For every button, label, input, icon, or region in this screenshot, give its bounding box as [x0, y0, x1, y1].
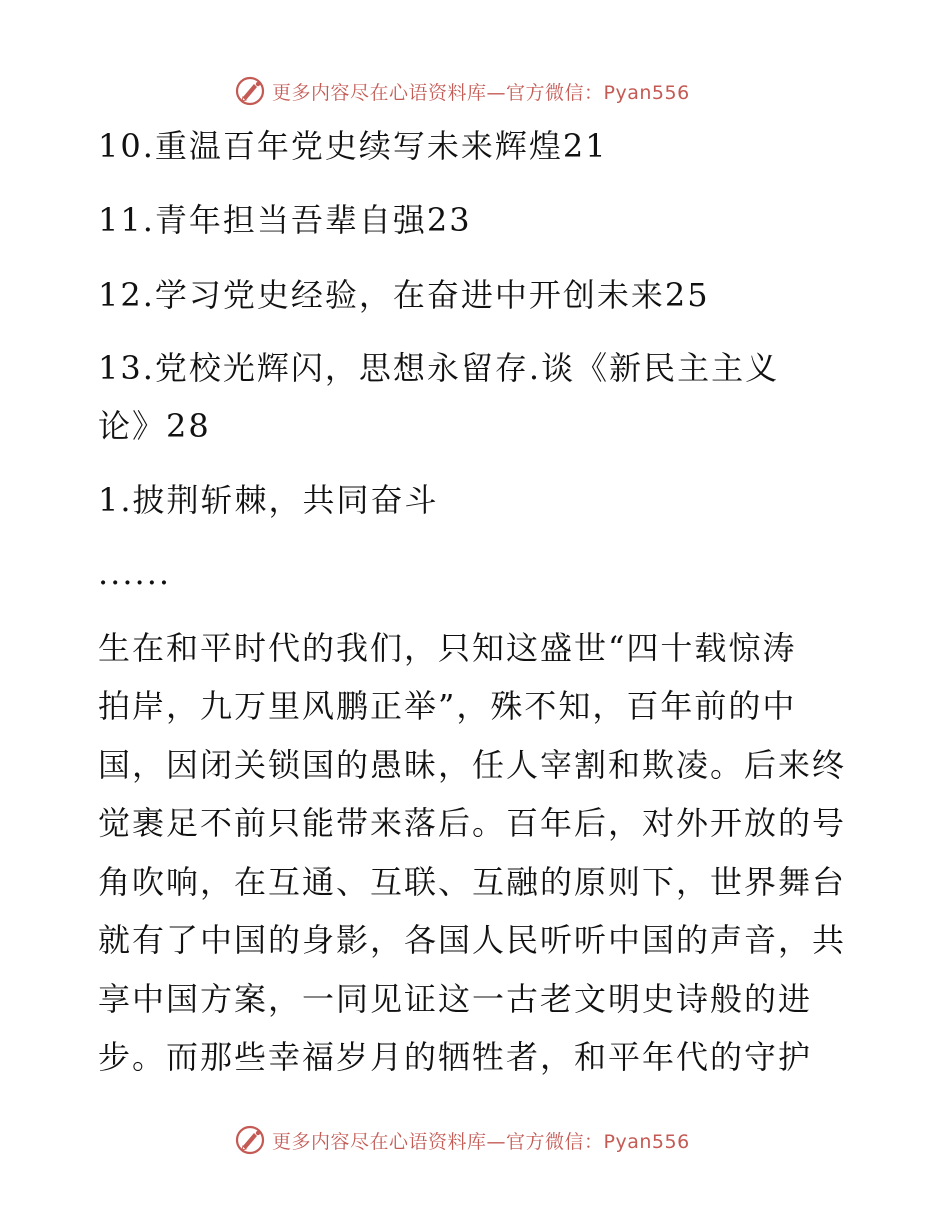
body-line: 拍岸，九万里风鹏正举”，殊不知，百年前的中 — [98, 687, 797, 725]
body-line: 步。而那些幸福岁月的牺牲者，和平年代的守护 — [98, 1038, 813, 1076]
body-line: 国，因闭关锁国的愚昧，任人宰割和欺凌。后来终 — [98, 746, 847, 784]
toc-entry-12: 12.学习党史经验，在奋进中开创未来25 — [98, 276, 710, 314]
header-watermark-banner — [234, 74, 690, 108]
section-title: 1.披荆斩棘，共同奋斗 — [98, 481, 439, 519]
pen-logo-icon — [234, 1124, 266, 1156]
toc-entry-11: 11.青年担当吾辈自强23 — [98, 201, 472, 239]
body-line: 角吹响，在互通、互联、互融的原则下，世界舞台 — [98, 863, 847, 901]
header-watermark-text: 更多内容尽在心语资料库—官方微信：Pyan556 — [272, 81, 690, 104]
body-line: 觉裹足不前只能带来落后。百年后，对外开放的号 — [98, 804, 847, 842]
toc-entry-10: 10.重温百年党史续写未来辉煌21 — [98, 127, 608, 165]
footer-watermark-text: 更多内容尽在心语资料库—官方微信：Pyan556 — [272, 1130, 690, 1153]
footer-watermark-banner — [234, 1123, 690, 1157]
ellipsis: ...... — [98, 554, 172, 592]
body-line: 享中国方案，一同见证这一古老文明史诗般的进 — [98, 980, 813, 1018]
body-line: 生在和平时代的我们，只知这盛世“四十载惊涛 — [98, 629, 797, 667]
body-line: 就有了中国的身影，各国人民听听中国的声音，共 — [98, 921, 847, 959]
toc-entry-13-continued: 论》28 — [98, 407, 211, 445]
toc-entry-13: 13.党校光辉闪，思想永留存.谈《新民主主义 — [98, 349, 780, 387]
pen-logo-icon — [234, 75, 266, 107]
